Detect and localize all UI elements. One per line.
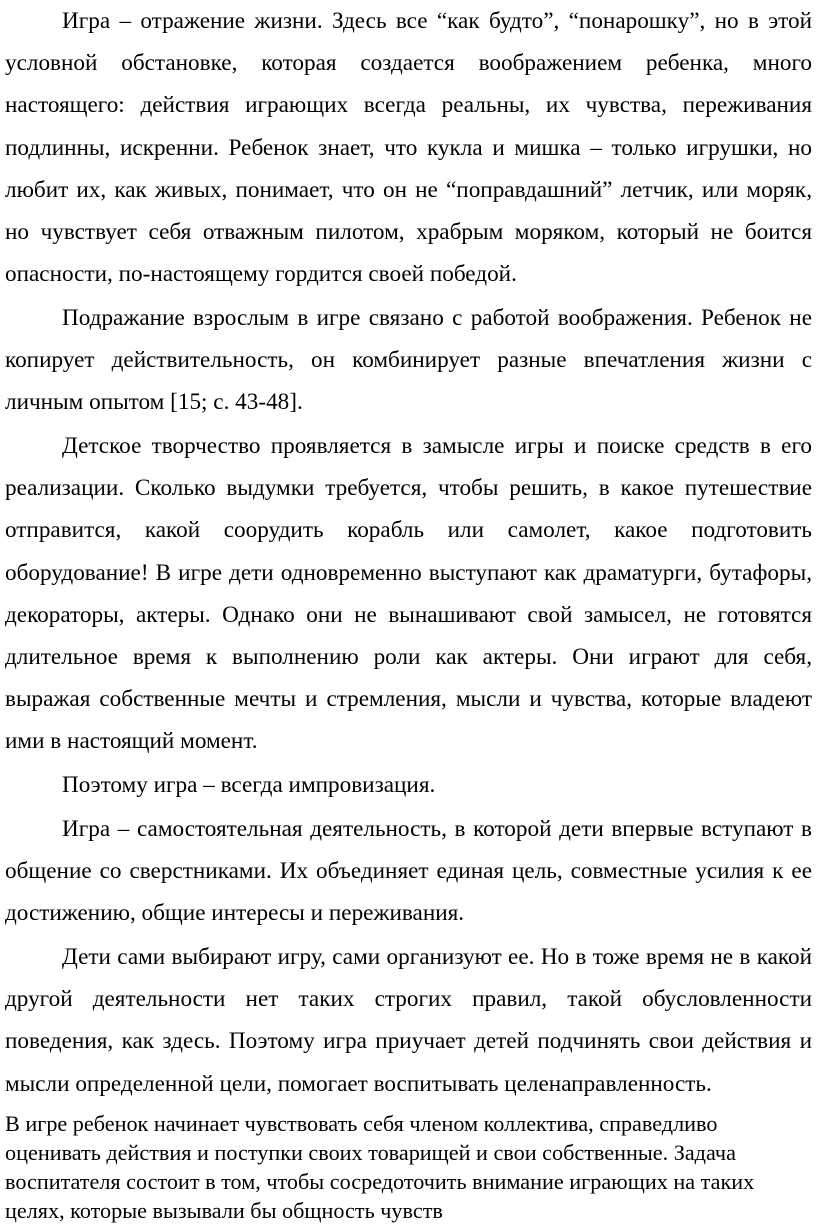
paragraph-play-reflection: Игра – отражение жизни. Здесь все “как будто”, “понарошку”, но в этой условной обстановке, которая создается воображением ребенка, много настоящего: действия играющих всегда реальны, их чувства, переживания подлинны, искренни. Ребенок знает, что кукла и мишка – только игрушки, но любит их, как живых, понимает, что он не “поправдашний” летчик, или моряк, но чувствует себя отважным пилотом, храбрым моряком, который не боится опасности, по-настоящему гордится своей победой. [5, 8, 812, 288]
paragraph-improvisation: Поэтому игра – всегда импровизация. [62, 772, 436, 799]
paragraph-imitation: Подражание взрослым в игре связано с работой воображения. Ребенок не копирует действительность, он комбинирует разные впечатления жизни с личным опытом [15; с. 43-48]. [5, 304, 812, 416]
document-tail [5, 1109, 812, 1225]
paragraph-collective: В игре ребенок начинает чувствовать себя членом коллектива, справедливо оценивать действия и поступки своих товарищей и свои собственные. Задача воспитателя состоит в том, чтобы сосредоточить внимание играющих на таких целях, которые вызывали бы общность чувств [5, 1110, 755, 1223]
paragraph-creativity: Детское творчество проявляется в замысле игры и поиске средств в его реализации. Сколько выдумки требуется, чтобы решить, в какое путешествие отправится, какой соорудить корабль или самолет, какое подготовить оборудование! В игре дети одновременно выступают как драматурги, бутафоры, декораторы, актеры. Однако они не вынашивают свой замысел, не готовятся длительное время к выполнению роли как актеры. Они играют для себя, выражая собственные мечты и стремления, мысли и чувства, которые владеют ими в настоящий момент. [5, 433, 812, 755]
paragraph-rules: Дети сами выбирают игру, сами организуют ее. Но в тоже время не в какой другой деятельности нет таких строгих правил, такой обусловленности поведения, как здесь. Поэтому игра приучает детей подчинять свои действия и мысли определенной цели, помогает воспитывать целенаправленность. [5, 943, 812, 1097]
document-body [5, 0, 812, 1105]
paragraph-independent-activity: Игра – самостоятельная деятельность, в которой дети впервые вступают в общение со сверстниками. Их объединяет единая цель, совместные усилия к ее достижению, общие интересы и переживания. [5, 815, 812, 927]
